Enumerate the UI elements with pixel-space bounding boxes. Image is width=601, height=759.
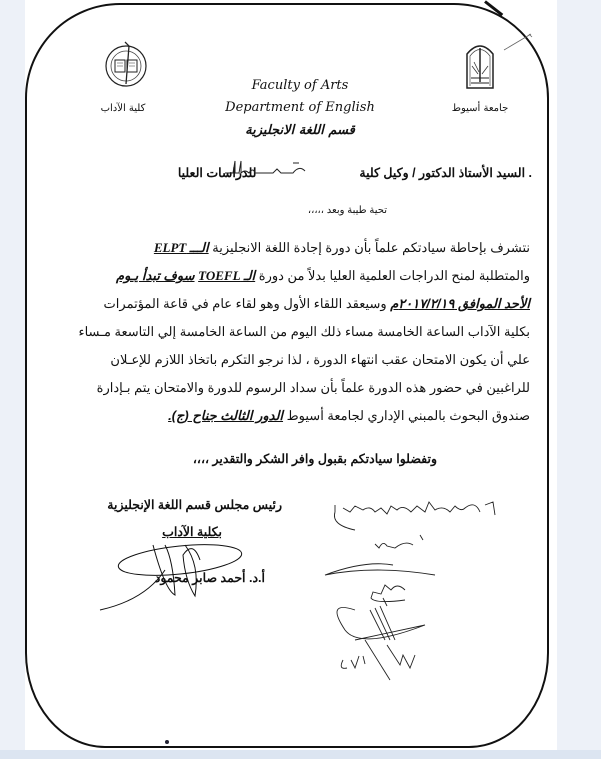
signatory-title: رئيس مجلس قسم اللغة الإنجليزية — [107, 498, 282, 512]
location-label: الدور الثالث جناح (ج). — [168, 408, 284, 423]
body-line-6: للراغبين في حضور هذه الدورة علماً بأن سداد الرسوم للدورة والامتحان يتم بـإدارة — [96, 380, 530, 395]
addressee-prefix: . السيد الأستاذ الدكتور / وكيل كلية — [359, 166, 532, 180]
elpt-course-label: الـــ ELPT — [153, 240, 209, 255]
signatory-college: بكلية الآداب — [162, 525, 222, 539]
addressee-suffix: للدراسات العليا — [177, 166, 257, 180]
greeting: تحية طيبة وبعد ،،،،، — [307, 205, 387, 216]
decorative-pen-stroke-icon — [503, 32, 533, 52]
logo-right-caption: جامعة أسيوط — [451, 103, 509, 114]
viewer-bottom-strip — [0, 750, 601, 759]
signatory-name: أ.د. أحمد صابر محمود — [154, 571, 265, 585]
document-page — [25, 0, 557, 750]
department-title: Department of English — [225, 100, 375, 115]
body-line-1: نتشرف بإحاطة سيادتكم علماً بأن دورة إجادة اللغة الانجليزية الـــ ELPT — [153, 240, 530, 255]
body-line-3: الأحد الموافق ٢٠١٧/٢/١٩م وسيعقد اللقاء الأول وهو لقاء عام في قاعة المؤتمرات — [103, 296, 530, 311]
start-day-label: سوف تبدأ يـوم — [116, 268, 195, 283]
closing-line: وتفضلوا سيادتكم بقبول وافر الشكر والتقدير ،،،، — [192, 452, 437, 466]
body-line-7: صندوق البحوث بالمبني الإداري لجامعة أسيوط الدور الثالث جناح (ج). — [168, 408, 530, 423]
logo-left-caption: كلية الآداب — [100, 103, 146, 114]
department-title-arabic: قسم اللغة الانجليزية — [245, 123, 355, 138]
faculty-title: Faculty of Arts — [251, 78, 349, 93]
start-date: الأحد الموافق ٢٠١٧/٢/١٩م — [390, 296, 530, 311]
body-line-2: والمتطلبة لمنح الدراجات العلمية العليا بدلاً من دورة الـ TOEFL سوف تبدأ يـوم — [116, 268, 530, 283]
body-line-4: بكلية الآداب الساعة الخامسة مساء ذلك اليوم من الساعة الخامسة إلي التاسعة مـساء — [78, 324, 530, 339]
body-line-5: علي أن يكون الامتحان عقب انتهاء الدورة ، لذا نرجو التكرم باتخاذ اللازم للإعـلان — [110, 352, 530, 367]
scan-speck — [165, 740, 169, 744]
faculty-of-arts-emblem-icon — [101, 38, 151, 90]
handwritten-college-name — [223, 157, 313, 179]
assiut-university-emblem-icon — [465, 38, 495, 90]
toefl-course-label: الـ TOEFL — [198, 268, 256, 283]
